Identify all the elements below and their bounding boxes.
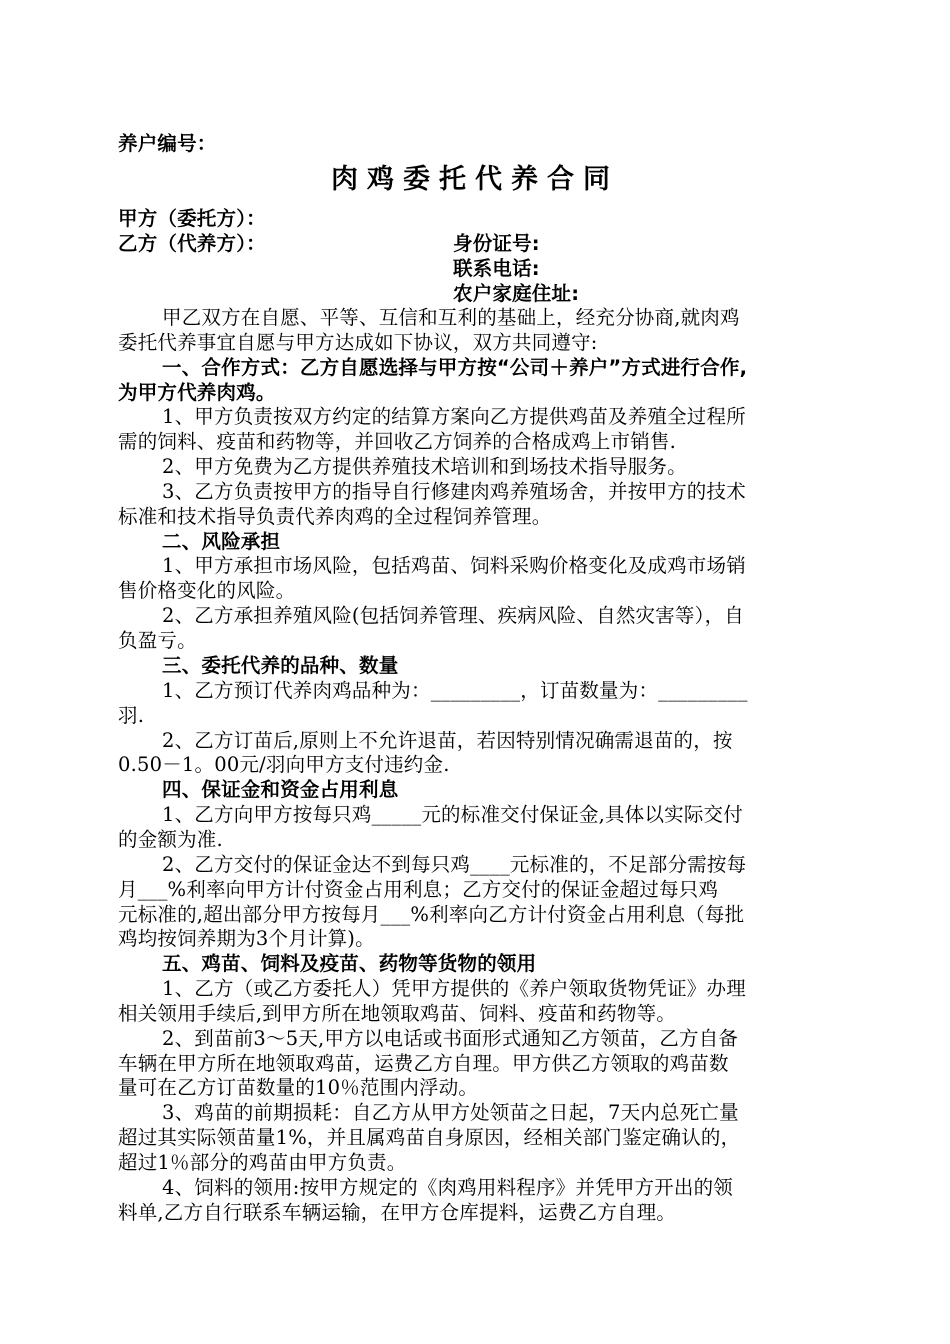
clause-line: 2、乙方承担养殖风险(包括饲养管理、疾病风险、自然灾害等），自 <box>162 604 744 627</box>
section-heading: 为甲方代养肉鸡。 <box>118 381 276 404</box>
section-heading: 五、鸡苗、饲料及疫苗、药物等货物的领用 <box>162 952 537 975</box>
clause-line: 1、甲方负责按双方约定的结算方案向乙方提供鸡苗及养殖全过程所 <box>162 405 746 428</box>
clause-line: 2、甲方免费为乙方提供养殖技术培训和到场技术指导服务。 <box>162 455 687 478</box>
clause-line: 0.50－1。00元/羽向甲方支付违约金. <box>118 753 450 776</box>
clause-line: 超过1％部分的鸡苗由甲方负责。 <box>118 1151 407 1174</box>
intro-line: 甲乙双方在自愿、平等、互信和互利的基础上，经充分协商,就肉鸡 <box>162 306 740 329</box>
section-heading: 一、合作方式：乙方自愿选择与甲方按“公司＋养户”方式进行合作, <box>162 356 748 379</box>
clause-line: 1、甲方承担市场风险，包括鸡苗、饲料采购价格变化及成鸡市场销 <box>162 554 746 577</box>
page-title: 肉鸡委托代养合同 <box>331 164 619 195</box>
id-number-label: 身份证号: <box>453 232 540 255</box>
clause-line: 标准和技术指导负责代养肉鸡的全过程饲养管理。 <box>118 505 552 528</box>
intro-line: 委托代养事宜自愿与甲方达成如下协议，双方共同遵守: <box>118 331 598 354</box>
clause-line: 3、鸡苗的前期损耗：自乙方从甲方处领苗之日起，7天内总死亡量 <box>162 1101 739 1124</box>
clause-line: 料单,乙方自行联系车辆运输，在甲方仓库提料，运费乙方自理。 <box>118 1201 676 1224</box>
clause-line: 需的饲料、疫苗和药物等，并回收乙方饲养的合格成鸡上市销售. <box>118 430 676 453</box>
clause-line: 2、乙方订苗后,原则上不允许退苗，若因特别情况确需退苗的，按 <box>162 729 733 752</box>
clause-line: 1、乙方向甲方按每只鸡_____元的标准交付保证金,具体以实际交付 <box>162 803 743 826</box>
clause-line: 2、乙方交付的保证金达不到每只鸡____元标准的，不足部分需按每 <box>162 853 747 876</box>
address-label: 农户家庭住址: <box>453 282 580 305</box>
clause-line: 负盈亏。 <box>118 629 197 652</box>
clause-line: 车辆在甲方所在地领取鸡苗，运费乙方自理。甲方供乙方领取的鸡苗数 <box>118 1052 729 1075</box>
section-heading: 二、风险承担 <box>162 530 281 553</box>
clause-line: 3、乙方负责按甲方的指导自行修建肉鸡养殖场舍，并按甲方的技术 <box>162 480 746 503</box>
clause-line: 1、乙方（或乙方委托人）凭甲方提供的《养户领取货物凭证》办理 <box>162 977 746 1000</box>
clause-line: 鸡均按饲养期为3个月计算)。 <box>118 927 375 950</box>
clause-line: 4、饲料的领用:按甲方规定的《肉鸡用料程序》并凭甲方开出的领 <box>162 1176 733 1199</box>
clause-line: 量可在乙方订苗数量的10％范围内浮动。 <box>118 1076 479 1099</box>
farmer-number-label: 养户编号： <box>118 132 217 155</box>
clause-line: 相关领用手续后,到甲方所在地领取鸡苗、饲料、疫苗和药物等。 <box>118 1002 676 1025</box>
party-a-label: 甲方（委托方）： <box>118 207 266 230</box>
clause-line: 的金额为准. <box>118 828 223 851</box>
party-b-label: 乙方（代养方）： <box>118 232 266 255</box>
clause-line: 2、到苗前3～5天,甲方以电话或书面形式通知乙方领苗，乙方自备 <box>162 1027 739 1050</box>
clause-line: 超过其实际领苗量1%，并且属鸡苗自身原因，经相关部门鉴定确认的， <box>118 1126 741 1149</box>
section-heading: 三、委托代养的品种、数量 <box>162 654 399 677</box>
clause-line: 1、乙方预订代养肉鸡品种为：_________，订苗数量为：_________ <box>162 679 748 702</box>
section-heading: 四、保证金和资金占用利息 <box>162 778 399 801</box>
phone-label: 联系电话: <box>453 257 540 280</box>
clause-line: 羽. <box>118 704 145 727</box>
clause-line: 月___%利率向甲方计付资金占用利息；乙方交付的保证金超过每只鸡 <box>118 878 719 901</box>
clause-line: 元标准的,超出部分甲方按每月___%利率向乙方计付资金占用利息（每批 <box>118 903 745 926</box>
clause-line: 售价格变化的风险。 <box>118 579 296 602</box>
